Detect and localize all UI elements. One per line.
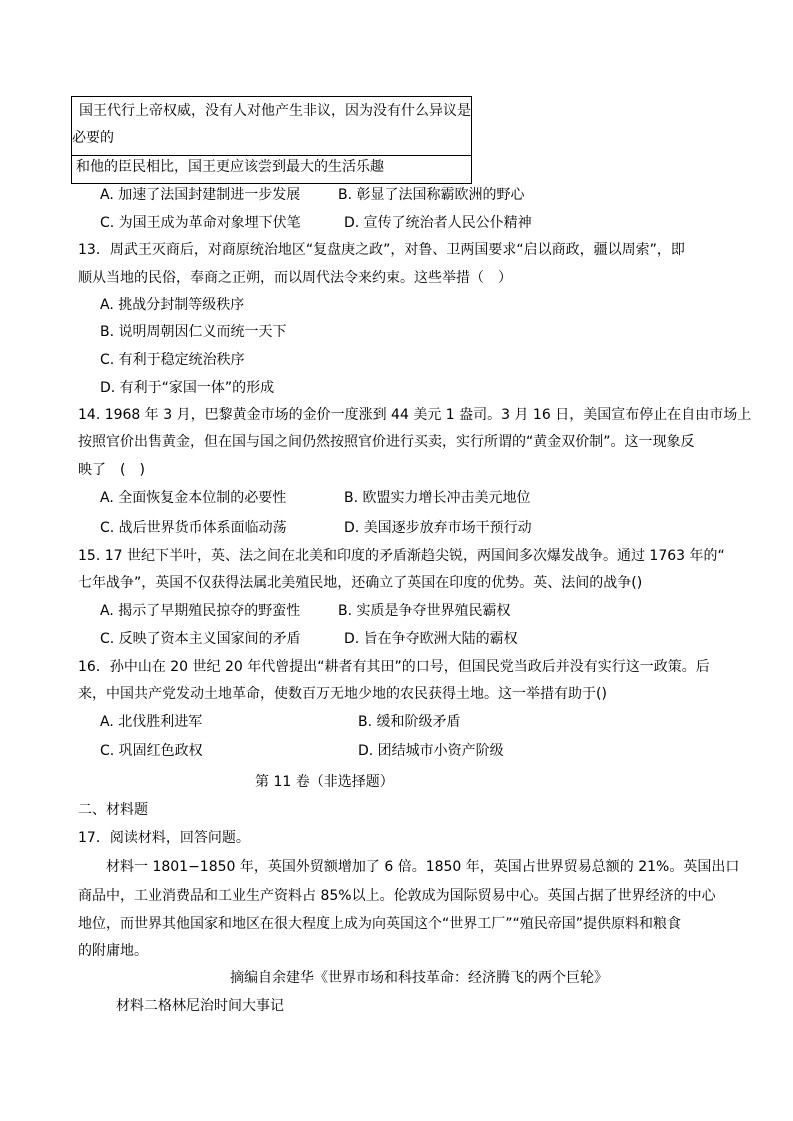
q12-option-a: A. 加速了法国封建制进一步发展 — [100, 187, 301, 203]
q15-stem-line2: 七年战争”，英国不仅获得法属北美殖民地，还确立了英国在印度的优势。英、法间的战争() — [78, 575, 643, 591]
q17-material2-title: 材料二格林尼治时间大事记 — [116, 998, 284, 1014]
q16-stem-line2: 来，中国共产党发动土地革命，使数百万无地少地的农民获得土地。这一举措有助于() — [78, 686, 607, 702]
q14-option-c: C. 战后世界货币体系面临动荡 — [100, 520, 287, 536]
q14-option-a: A. 全面恢复金本位制的必要性 — [100, 490, 287, 506]
q17-material1-line3: 地位，而世界其他国家和地区在很大程度上成为向英国这个“世界工厂”“殖民帝国”提供原料和粮食 — [78, 916, 682, 932]
q17-prompt: 17．阅读材料，回答问题。 — [78, 830, 250, 846]
q16-stem-line1: 16．孙中山在 20 世纪 20 年代曾提出“耕者有其田”的口号，但国民党当政后并没有实行这一政策。后 — [78, 659, 710, 675]
q17-material1-line4: 的附庸地。 — [78, 943, 148, 959]
table-divider — [72, 155, 471, 156]
q14-stem-line2: 按照官价出售黄金，但在国与国之间仍然按照官价进行买卖，实行所谓的“黄金双价制”。这一现象反 — [78, 434, 695, 450]
q13-stem-line2: 顺从当地的民俗，奉商之正朔，而以周代法令来约束。这些举措（ ） — [78, 270, 512, 286]
table-row1-line2: 必要的 — [72, 130, 114, 146]
q13-option-a: A. 挑战分封制等级秩序 — [100, 297, 245, 313]
q15-option-d: D. 旨在争夺欧洲大陆的霸权 — [344, 631, 518, 647]
volume-title: 第 11 卷（非选择题） — [255, 774, 394, 790]
q15-option-c: C. 反映了资本主义国家间的矛盾 — [100, 631, 301, 647]
q13-option-d: D. 有利于“家国一体”的形成 — [100, 380, 275, 396]
q12-option-c: C. 为国王成为革命对象埋下伏笔 — [100, 215, 301, 231]
table-row2: 和他的臣民相比，国王更应该尝到最大的生活乐趣 — [76, 159, 384, 175]
q17-material1-line2: 商品中，工业消费品和工业生产资料占 85%以上。伦敦成为国际贸易中心。英国占据了世界经济的中心 — [78, 888, 716, 904]
q15-option-a: A. 揭示了早期殖民掠夺的野蛮性 — [100, 603, 301, 619]
q17-material1-line1: 材料一 1801−1850 年，英国外贸额增加了 6 倍。1850 年，英国占世界贸易总额的 21%。英国出口 — [106, 859, 740, 875]
q14-option-b: B. 欧盟实力增长冲击美元地位 — [344, 490, 531, 506]
q12-option-d: D. 宣传了统治者人民公仆精神 — [344, 215, 532, 231]
q14-stem-line1: 14. 1968 年 3 月，巴黎黄金市场的金价一度涨到 44 美元 1 盎司。3 月 16 日，美国宣布停止在自由市场上 — [78, 407, 752, 423]
q14-option-d: D. 美国逐步放弃市场干预行动 — [344, 520, 532, 536]
q13-option-b: B. 说明周朝因仁义而统一天下 — [100, 324, 287, 340]
q13-option-c: C. 有利于稳定统治秩序 — [100, 352, 245, 368]
q15-option-b: B. 实质是争夺世界殖民霸权 — [338, 603, 511, 619]
q14-stem-line3: 映了 ( ) — [78, 462, 145, 478]
q15-stem-line1: 15. 17 世纪下半叶，英、法之间在北美和印度的矛盾渐趋尖锐，两国间多次爆发战争。通过 1763 年的“ — [78, 548, 725, 564]
q17-source: 摘编自余建华《世界市场和科技革命：经济腾飞的两个巨轮》 — [230, 970, 608, 986]
q16-option-b: B. 缓和阶级矛盾 — [358, 714, 461, 730]
q16-option-c: C. 巩固红色政权 — [100, 743, 203, 759]
q16-option-d: D. 团结城市小资产阶级 — [358, 743, 504, 759]
q16-option-a: A. 北伐胜利进军 — [100, 714, 203, 730]
table-row1-line1: 国王代行上帝权威，没有人对他产生非议，因为没有什么异议是 — [79, 103, 471, 119]
part-title: 二、材料题 — [78, 802, 148, 818]
q13-stem-line1: 13．周武王灭商后，对商原统治地区“复盘庚之政”，对鲁、卫两国要求“启以商政，疆以周索”，即 — [78, 242, 685, 258]
q12-option-b: B. 彰显了法国称霸欧洲的野心 — [338, 187, 525, 203]
